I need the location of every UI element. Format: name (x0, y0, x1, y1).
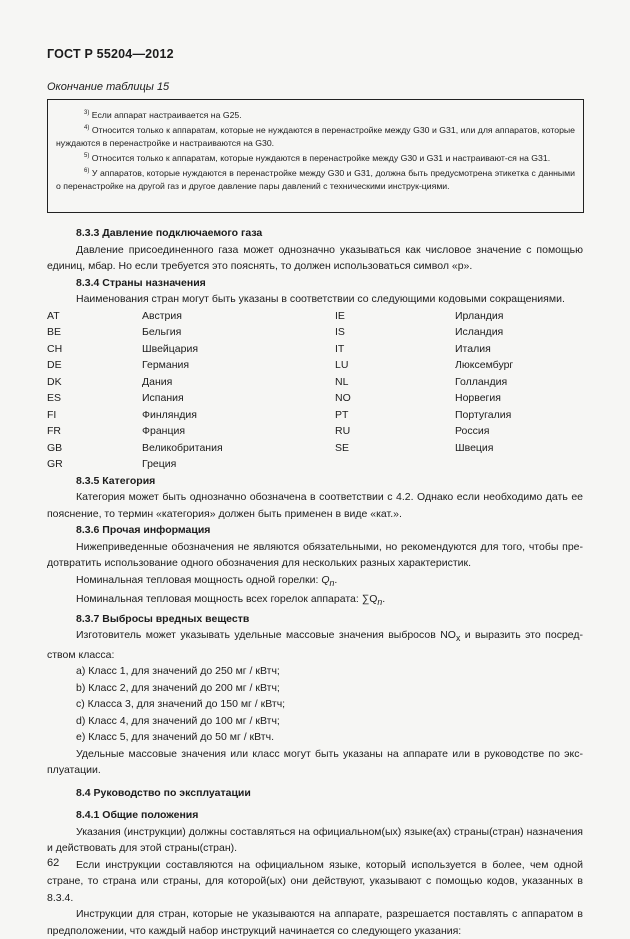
paragraph: Нижеприведенные обозначения не являются обязательными, но рекомендуются для того, чтобы пре-дотвратить использование одного обозначения для нескольких разных характеристик. (47, 540, 583, 569)
paragraph: Если инструкции составляются на официальном языке, который используется в более, чем одной стране, то страна или страны, для которой(ых) они действуют, указывают с помощью кодов, указанных в 8.3.4. (47, 858, 583, 904)
country-name: Греция (142, 458, 177, 470)
country-name: Бельгия (142, 326, 182, 338)
country-code: ES (47, 392, 62, 404)
country-name: Испания (142, 392, 184, 404)
country-name: Норвегия (455, 392, 501, 404)
country-name: Франция (142, 425, 186, 437)
list-item: e) Класс 5, для значений до 50 мг / кВтч. (76, 731, 274, 744)
country-code: NL (335, 375, 349, 388)
country-code: IT (335, 342, 345, 355)
paragraph: Инструкции для стран, которые не указываются на аппарате, разрешается поставлять с аппаратом в предположении, что каждый набор инструкций начинается со следующего указания: (47, 908, 583, 937)
table-continuation-caption: Окончание таблицы 15 (47, 81, 170, 93)
section-heading: 8.3.7 Выбросы вредных веществ (76, 612, 250, 625)
footnote: $^{3)}$ Если аппарат настраивается на G25. (84, 109, 242, 120)
section-heading: 8.4 Руководство по эксплуатации (76, 786, 251, 799)
section-heading: 8.3.3 Давление подключаемого газа (76, 227, 263, 239)
paragraph: Наименования стран могут быть указаны в соответствии со следующими кодовыми сокращениями. (76, 293, 565, 305)
paragraph: Удельные массовые значения или класс могут быть указаны на аппарате или в руководстве по экс-плуатации. (47, 747, 583, 777)
country-name: Италия (455, 342, 491, 355)
country-code: RU (335, 425, 351, 437)
country-code: FI (47, 408, 57, 421)
paragraph: Категория может быть однозначно обозначена в соответствии с 4.2. Однако если необходимо дать ее пояснение, то термин «категория» должен быть применен в виде «кат.». (47, 491, 583, 520)
country-code: AT (47, 309, 60, 322)
section-heading: 8.3.4 Страны назначения (76, 276, 206, 289)
list-item: a) Класс 1, для значений до 250 мг / кВтч; (76, 665, 280, 678)
paragraph: Давление присоединенного газа может однозначно указываться как числовое значение с помощью единиц, мбар. Но если требуется это пояснять, то должен использоваться символ «р». (47, 243, 583, 272)
country-name: Россия (455, 425, 490, 437)
section-heading: 8.3.5 Категория (76, 474, 156, 487)
footnotes-box (47, 99, 584, 213)
paragraph: Номинальная тепловая мощность одной горелки: $Q_n$. (76, 573, 338, 588)
country-name: Голландия (455, 375, 508, 388)
country-code: SE (335, 441, 350, 454)
country-name: Германия (142, 359, 190, 371)
country-code: DK (47, 375, 62, 388)
country-name: Швейцария (142, 342, 199, 355)
section-heading: 8.3.6 Прочая информация (76, 524, 211, 536)
section-heading: 8.4.1 Общие положения (76, 809, 199, 822)
country-code: CH (47, 342, 63, 355)
country-code: DE (47, 359, 62, 371)
country-code: NO (335, 392, 351, 404)
country-code: GR (47, 458, 63, 470)
footnote: $^{5)}$ Относится только к аппаратам, которые нуждаются в перенастройке между G30 и G31 и настраивают-ся на G31. (84, 152, 551, 163)
country-codes-table (47, 308, 583, 473)
country-name: Португалия (455, 408, 512, 421)
main-text (47, 225, 583, 939)
list-item: d) Класс 4, для значений до 100 мг / кВтч; (76, 714, 280, 727)
country-code: LU (335, 359, 349, 371)
country-code: IS (335, 326, 345, 338)
country-name: Дания (142, 375, 173, 388)
country-code: PT (335, 408, 349, 421)
footnote: $^{6)}$ У аппаратов, которые нуждаются в перенастройке между G30 и G31, должна быть предусмотрена этикетка с данными о перенастройке на другой газ и другое давление пары давлений с техническими инструк-циями. (56, 167, 575, 191)
list-item: b) Класс 2, для значений до 200 мг / кВтч; (76, 681, 280, 694)
country-code (335, 456, 455, 473)
country-code: GB (47, 441, 63, 454)
country-name: Австрия (142, 309, 182, 322)
country-name: Ирландия (455, 309, 504, 322)
page-number: 62 (47, 857, 60, 869)
paragraph: Указания (инструкции) должны составляться на официальном(ых) языке(ах) страны(стран) назначения и действовать для этой страны(стран). (47, 825, 583, 855)
footnote: $^{4)}$ Относится только к аппаратам, которые не нуждаются в перенастройке между G30 и G31, или для аппаратов, которые нуждаются в перенастройке и настраиваются на G30. (56, 124, 575, 148)
country-name: Финляндия (142, 408, 197, 421)
standard-header: ГОСТ Р 55204—2012 (47, 47, 174, 61)
country-name: Люксембург (455, 359, 514, 371)
paragraph: Изготовитель может указывать удельные массовые значения выбросов $NO_x$ и выразить это посред-ством класса: (47, 629, 584, 661)
country-code: FR (47, 425, 61, 437)
list-item: c) Класса 3, для значений до 150 мг / кВтч; (76, 698, 286, 711)
country-code: BE (47, 326, 62, 338)
country-name: Швеция (455, 441, 494, 454)
country-name: Великобритания (142, 441, 223, 454)
country-name: Исландия (455, 326, 504, 338)
paragraph: Номинальная тепловая мощность всех горелок аппарата: $\sum Q_n$. (76, 593, 386, 608)
country-code: IE (335, 309, 345, 322)
country-name (455, 456, 583, 473)
